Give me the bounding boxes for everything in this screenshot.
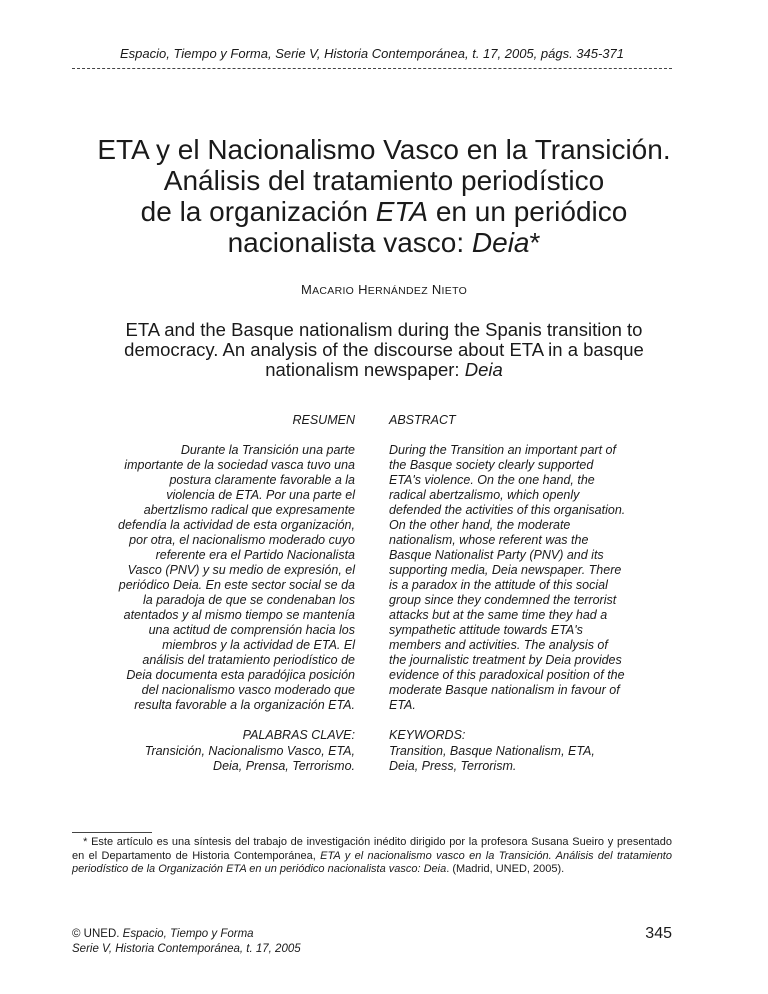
footer-citation bbox=[72, 927, 301, 957]
footnote-text: . (Madrid, UNED, 2005). bbox=[446, 863, 565, 875]
text-line: is a paradox in the attitude of this social bbox=[389, 578, 608, 592]
text-line: defended the activities of this organisation. bbox=[389, 503, 626, 517]
text-line: Durante la Transición una parte bbox=[180, 443, 355, 457]
text-line: attacks but at the same time they had a bbox=[389, 608, 608, 622]
text-line: abertzlismo radical que expresamente bbox=[143, 503, 355, 517]
journal-name: Espacio, Tiempo y Forma bbox=[122, 928, 254, 940]
author-part: ACARIO bbox=[312, 285, 355, 297]
title-text: de la organización bbox=[140, 196, 376, 227]
text-line: por otra, el nacionalismo moderado cuyo bbox=[129, 533, 355, 547]
text-line: evidence of this paradoxical position of the bbox=[389, 668, 625, 682]
text-line: postura claramente favorable a la bbox=[169, 473, 355, 487]
text-line: resulta favorable a la organización ETA. bbox=[134, 698, 355, 712]
text-line: On the other hand, the moderate bbox=[389, 518, 571, 532]
footnote-divider bbox=[72, 832, 152, 833]
text-line: ETA's violence. On the one hand, the bbox=[389, 473, 595, 487]
text-line: the journalistic treatment by Deia provides bbox=[389, 653, 622, 667]
text-line: atentados y al mismo tiempo se mantenía bbox=[123, 608, 355, 622]
author-part: ERNÁNDEZ bbox=[367, 285, 428, 297]
author-initial: N bbox=[431, 282, 442, 297]
english-title-italic: Deia bbox=[464, 359, 503, 380]
resumen-body bbox=[62, 443, 355, 713]
text-line: miembros y la actividad de ETA. El bbox=[162, 638, 355, 652]
english-title bbox=[0, 320, 768, 380]
author-name bbox=[0, 282, 768, 297]
title-line bbox=[0, 196, 768, 227]
text-line: nationalism, whose referent was the bbox=[389, 533, 589, 547]
text-line: sympathetic attitude towards ETA's bbox=[389, 623, 583, 637]
text-line: moderate Basque nationalism in favour of bbox=[389, 683, 620, 697]
text-line: members and activities. The analysis of bbox=[389, 638, 608, 652]
text-line: referente era el Partido Nacionalista bbox=[155, 548, 355, 562]
palabras-clave-heading: PALABRAS CLAVE: bbox=[242, 728, 355, 742]
text-line: group since they condemned the terrorist bbox=[389, 593, 617, 607]
text-line: una actitud de comprensión hacia los bbox=[148, 623, 355, 637]
text-line: ETA. bbox=[389, 698, 416, 712]
abstract-body bbox=[389, 443, 689, 713]
text-line: Vasco (PNV) y su medio de expresión, el bbox=[127, 563, 355, 577]
english-title-line: democracy. An analysis of the discourse about ETA in a basque bbox=[124, 339, 644, 360]
text-line: Deia, Press, Terrorism. bbox=[389, 759, 517, 773]
text-line: Basque Nationalist Party (PNV) and its bbox=[389, 548, 604, 562]
keywords-list bbox=[389, 744, 689, 774]
title-text: en un periódico bbox=[428, 196, 628, 227]
copyright: © UNED. bbox=[72, 928, 123, 940]
title-line: ETA y el Nacionalismo Vasco en la Transición. bbox=[97, 134, 671, 165]
keywords-heading: KEYWORDS: bbox=[389, 728, 466, 742]
title-text: nacionalista vasco: bbox=[227, 227, 472, 258]
title-italic: ETA bbox=[375, 196, 429, 227]
text-line: Transición, Nacionalismo Vasco, ETA, bbox=[144, 744, 355, 758]
text-line: the Basque society clearly supported bbox=[389, 458, 594, 472]
header-divider bbox=[72, 68, 672, 69]
article-title bbox=[0, 134, 768, 258]
title-line bbox=[0, 227, 768, 258]
abstract-heading: ABSTRACT bbox=[389, 413, 456, 427]
footnote-italic: ETA y el nacionalismo vasco en la Transición. Análisis del tratamiento periodístico de la Organización ETA en un periódico nacionalista vasco: Deia bbox=[72, 849, 672, 875]
text-line: supporting media, Deia newspaper. There bbox=[389, 563, 622, 577]
text-line: Deia, Prensa, Terrorismo. bbox=[213, 759, 355, 773]
footnote-text: Este artículo es una síntesis del trabajo de investigación inédito dirigido por la profesora Susana Sueiro y presentado en el Departamento de Historia Contemporánea, bbox=[72, 836, 672, 862]
footnote-marker: * bbox=[83, 836, 88, 848]
footer-line bbox=[72, 927, 301, 942]
title-line: Análisis del tratamiento periodístico bbox=[163, 165, 605, 196]
text-line: Transition, Basque Nationalism, ETA, bbox=[389, 744, 595, 758]
english-title-line: ETA and the Basque nationalism during the Spanis transition to bbox=[125, 319, 643, 340]
text-line: defendía la actividad de esta organización, bbox=[118, 518, 355, 532]
footer-line bbox=[72, 942, 301, 957]
author-initial: M bbox=[300, 282, 313, 297]
title-italic: Deia bbox=[471, 227, 530, 258]
footnote-marker: * bbox=[529, 227, 541, 258]
text-line: análisis del tratamiento periodístico de bbox=[142, 653, 355, 667]
journal-series: Serie V, Historia Contemporánea, t. 17, 2005 bbox=[72, 943, 301, 955]
running-head: Espacio, Tiempo y Forma, Serie V, Historia Contemporánea, t. 17, 2005, págs. 345-371 bbox=[119, 46, 625, 61]
text-line: Deia documenta esta paradójica posición bbox=[126, 668, 355, 682]
text-line: periódico Deia. En este sector social se da bbox=[118, 578, 355, 592]
text-line: del nacionalismo vasco moderado que bbox=[141, 683, 355, 697]
palabras-clave-list bbox=[62, 744, 355, 774]
text-line: importante de la sociedad vasca tuvo una bbox=[124, 458, 355, 472]
text-line: radical abertzalismo, which openly bbox=[389, 488, 580, 502]
author-initial: H bbox=[358, 282, 368, 297]
resumen-heading: RESUMEN bbox=[292, 413, 355, 427]
text-line: During the Transition an important part of bbox=[389, 443, 616, 457]
english-title-text: nationalism newspaper: bbox=[265, 359, 465, 380]
footnote bbox=[72, 836, 672, 877]
page-number: 345 bbox=[645, 925, 672, 942]
english-title-line bbox=[0, 360, 768, 380]
author-part: IETO bbox=[441, 285, 468, 297]
text-line: violencia de ETA. Por una parte el bbox=[166, 488, 355, 502]
text-line: la paradoja de que se condenaban los bbox=[143, 593, 355, 607]
